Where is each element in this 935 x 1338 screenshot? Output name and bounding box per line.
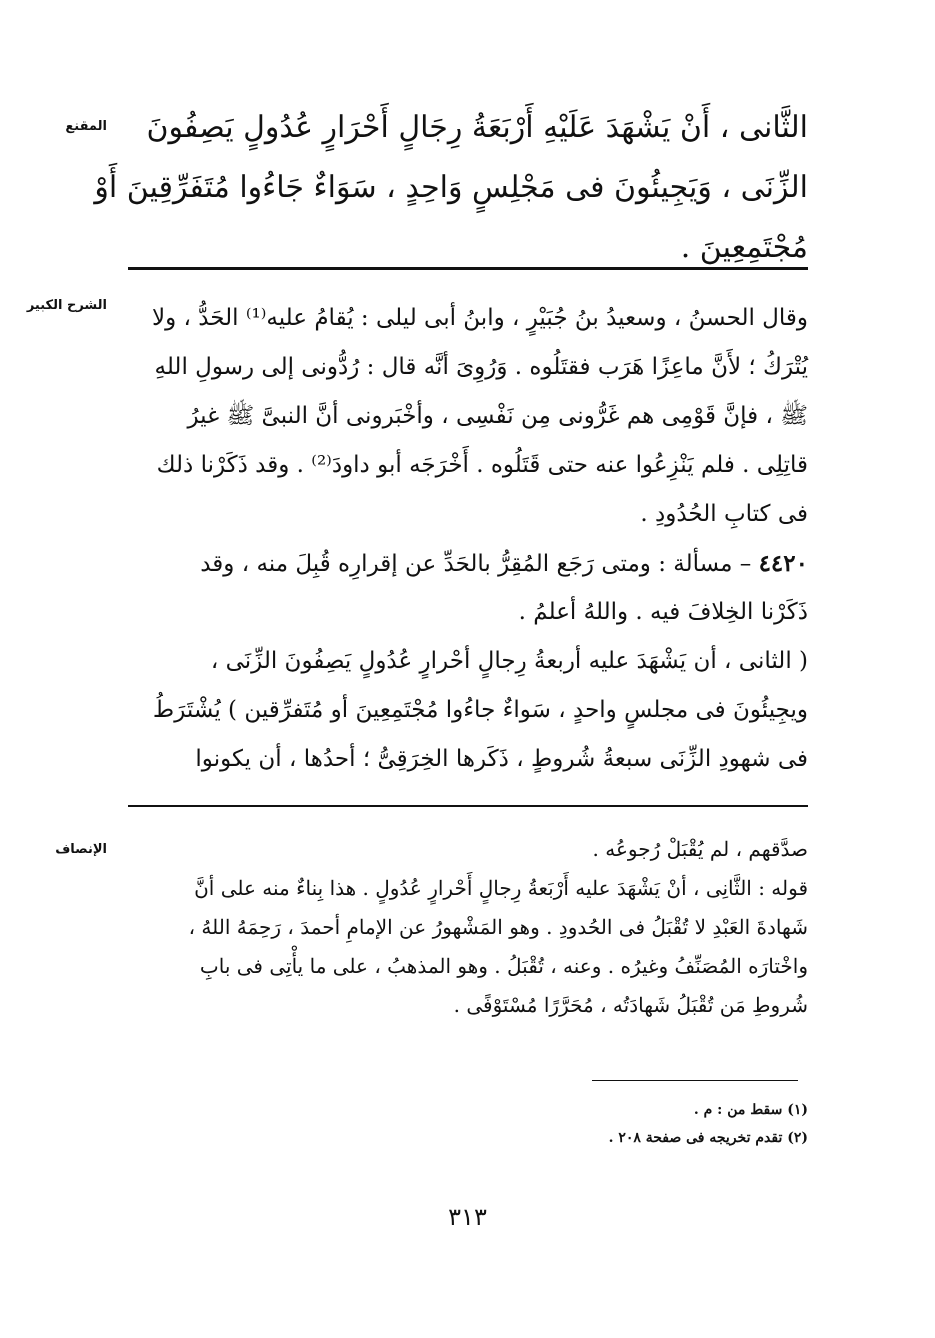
quote-line: فى شهودِ الزِّنَى سبعةُ شُروطٍ ، ذَكَرها الخِرَقِىُّ ؛ أحدُها ، أن يكونوا [195,746,808,772]
sharh-text [128,294,808,784]
insaf-line: صدَّقهم ، لم يُقْبَلْ رُجوعُه . [592,837,808,861]
footnote: (٢) تقدم تخريجه فى صفحة ٢٠٨ . [608,1130,808,1146]
muqni-line: مُجْتَمِعِينَ . [680,230,808,265]
insaf-line: قوله : الثَّانِى ، أنْ يَشْهَدَ عليه أَرْبَعةُ رِجالٍ أَحْرارٍ عُدُولٍ . هذا بِناءٌ منه على أنَّ [194,876,808,900]
masala-line [128,539,808,588]
masala-line: ذَكَرْنا الخِلافَ فيه . واللهُ أعلمُ . [518,599,808,625]
footnote: (١) سقط من : م . [693,1102,808,1118]
sharh-line: يُتْرَكُ ؛ لأَنَّ ماعِزًا هَرَب فقتَلُوه . وَرُوِىَ أنَّه قال : رُدُّونى إلى رسولِ اللهِ [154,354,808,380]
muqni-line: الثَّانى ، أَنْ يَشْهَدَ عَلَيْهِ أَرْبَعَةُ رِجَالٍ أَحْرَارٍ عُدُولٍ يَصِفُونَ [146,110,808,145]
page-number: ٣١٣ [448,1203,487,1231]
side-label-insaf: الإنصاف [55,842,107,857]
side-label-sharh: الشرح الكبير [26,298,107,313]
insaf-line: واخْتارَه المُصَنِّفُ وغيرُه . وعنه ، تُقْبَلُ . وهو المذهبُ ، على ما يأْتِى فى بابِ [199,954,808,978]
section-divider [128,267,808,270]
sharh-line: وقال الحسنُ ، وسعيدُ بنُ جُبَيْرٍ ، وابنُ أبى ليلى : يُقامُ عليه⁽¹⁾ الحَدُّ ، ولا [151,305,808,331]
footnote-separator [592,1080,798,1081]
footnotes [128,1096,808,1152]
masala-number: ٤٤٢٠ [758,550,808,577]
section-divider [128,805,808,807]
sharh-line: فى كتابِ الحُدُودِ . [640,501,808,527]
insaf-text [128,830,808,1025]
muqni-line: الزِّنَى ، وَيَجِيئُونَ فى مَجْلِسٍ وَاحِدٍ ، سَوَاءٌ جَاءُوا مُتَفَرِّقِينَ أَوْ [94,170,808,205]
sharh-line: قاتِلِى . فلم يَنْزِعُوا عنه حتى قَتَلُوه . أَخْرَجَه أبو داودَ⁽²⁾ . وقد ذَكَرْنا ذلك [156,452,808,478]
side-label-muqni: المقنع [65,119,107,134]
sharh-line: ﷺ ، فإنَّ قَوْمِى هم غَرُّونى مِن نَفْسِى ، وأخْبَرونى أنَّ النبىَّ ﷺ غيرُ [187,403,808,429]
quote-line: ( الثانى ، أن يَشْهَدَ عليه أربعةُ رِجالٍ أحْرارٍ عُدُولٍ يَصِفُونَ الزِّنَى ، [210,648,808,674]
insaf-line: شُروطِ مَن تُقْبَلُ شَهادَتُه ، مُحَرَّرًا مُسْتَوْفًى . [453,993,808,1017]
insaf-line: شَهادةَ العَبْدِ لا تُقْبَلُ فى الحُدودِ . وهو المَشْهورُ عن الإمامِ أحمدَ ، رَحِمَهُ اللهُ ، [188,915,808,939]
quote-line: ويجِيئُونَ فى مجلسٍ واحدٍ ، سَواءٌ جاءُوا مُجْتَمِعِينَ أو مُتَفرِّقين ) يُشْتَرَطُ [152,697,808,723]
masala-text: – مسألة : ومتى رَجَع المُقِرُّ بالحَدِّ عن إقرارِه قُبِلَ منه ، وقد [200,551,752,577]
muqni-text [94,98,808,278]
